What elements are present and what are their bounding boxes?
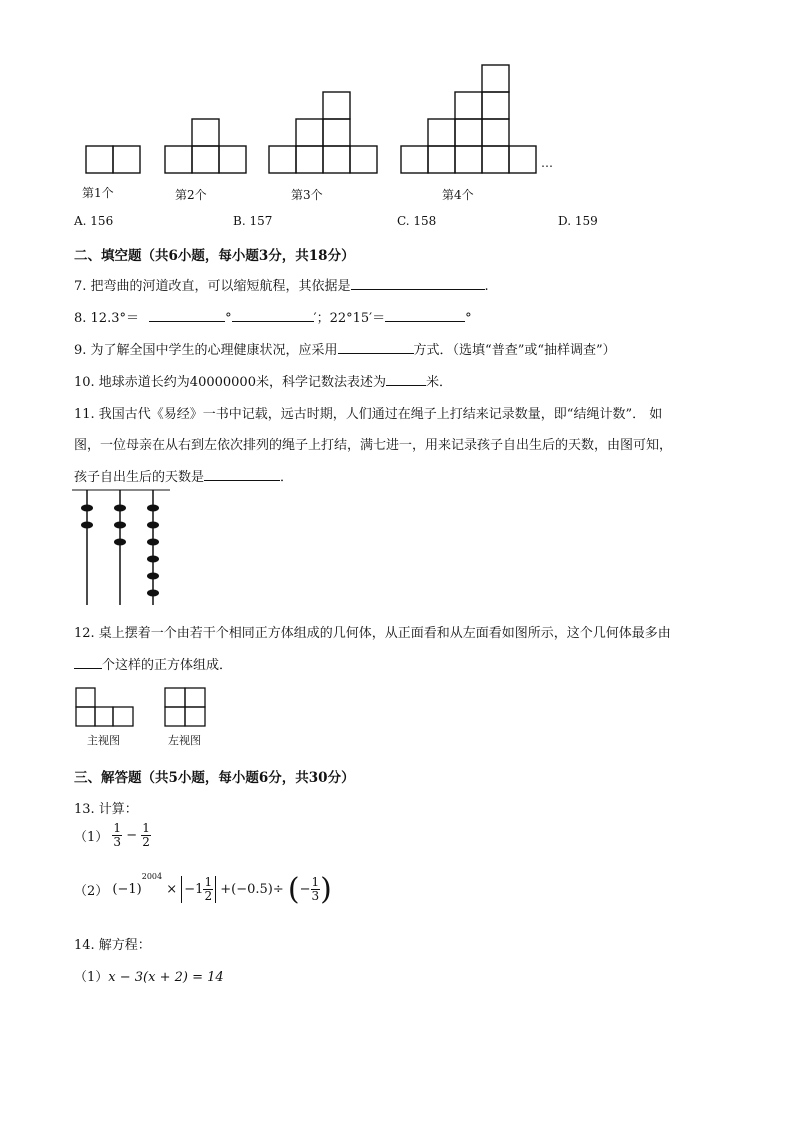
- equation: x − 3(x + 2) = 14: [108, 970, 224, 985]
- base: (−1): [112, 882, 142, 897]
- q12-blank[interactable]: [74, 656, 102, 669]
- q10-end: 米．: [425, 375, 452, 390]
- fraction: [203, 876, 213, 903]
- q8-blank-min[interactable]: [232, 309, 314, 322]
- knot: [81, 522, 93, 529]
- square: [350, 146, 377, 173]
- q6-figure: [0, 0, 794, 200]
- knot: [147, 556, 159, 563]
- q10-blank[interactable]: [386, 373, 426, 386]
- square: [401, 146, 428, 173]
- negative-sign: −: [299, 882, 311, 897]
- q13-title: 13. 计算：: [74, 802, 138, 817]
- option-d: D. 159: [558, 214, 598, 228]
- q13-p1-label: （1）: [74, 830, 109, 845]
- q14-p1-label: （1）: [74, 970, 109, 985]
- denominator: 3: [113, 835, 122, 849]
- square: [323, 119, 350, 146]
- q7-end: .: [484, 279, 489, 294]
- numerator: 1: [142, 821, 150, 835]
- square: [113, 146, 140, 173]
- question-10: [74, 371, 452, 390]
- denominator: 2: [142, 835, 150, 849]
- square: [482, 92, 509, 119]
- q8-blank-2[interactable]: [385, 309, 465, 322]
- square: [323, 92, 350, 119]
- square: [509, 146, 536, 173]
- square: [323, 146, 350, 173]
- fig-label-2: 第2个: [175, 188, 207, 202]
- square: [482, 119, 509, 146]
- plus-expression: +(−0.5)÷: [220, 882, 284, 897]
- square: [428, 119, 455, 146]
- left-square: [165, 688, 185, 707]
- fraction: [112, 822, 122, 849]
- square: [165, 146, 192, 173]
- front-view-label: 主视图: [87, 734, 120, 747]
- knot: [114, 522, 126, 529]
- square: [296, 119, 323, 146]
- denominator: 2: [204, 889, 213, 903]
- knot: [147, 573, 159, 580]
- question-9: [74, 339, 616, 358]
- q13-p2-label: （2）: [74, 884, 109, 899]
- q7-blank[interactable]: [351, 277, 485, 290]
- square: [269, 146, 296, 173]
- q9-blank[interactable]: [338, 341, 414, 354]
- q8-deg: °: [225, 311, 232, 326]
- denominator: 3: [311, 889, 320, 903]
- left-paren: (: [287, 871, 300, 907]
- front-square: [95, 707, 113, 726]
- section3-heading: 三、解答题（共5小题，每小题6分，共30分）: [74, 770, 355, 786]
- left-view-label: 左视图: [168, 734, 201, 747]
- q14-part1: [74, 966, 224, 985]
- square: [86, 146, 113, 173]
- absolute-value: [181, 876, 216, 903]
- q12-line1: 12. 桌上摆着一个由若干个相同正方体组成的几何体，从正面看和从左面看如图所示，这个几何体最多由: [74, 626, 671, 641]
- option-c: C. 158: [397, 214, 437, 228]
- fig-label-1: 第1个: [82, 186, 114, 200]
- q12-line2: 个这样的正方体组成．: [102, 658, 233, 673]
- question-8: [74, 307, 472, 326]
- question-7: [74, 275, 489, 294]
- front-square: [113, 707, 133, 726]
- q10-text: 10. 地球赤道长约为40000000米，科学记数法表述为: [74, 375, 386, 390]
- knot: [147, 539, 159, 546]
- right-paren: ): [320, 871, 332, 907]
- q14-title: 14. 解方程：: [74, 938, 151, 953]
- square: [455, 92, 482, 119]
- minus-sign: −: [126, 828, 138, 843]
- numerator: 1: [113, 821, 122, 835]
- q8-prefix: 8. 12.3°＝: [74, 311, 139, 326]
- q11-line2: 图，一位母亲在从右到左依次排列的绳子上打结，满七进一，用来记录孩子自出生后的天数，由图可知，: [74, 438, 673, 453]
- fig-label-3: 第3个: [291, 188, 323, 202]
- option-a: A. 156: [74, 214, 114, 228]
- q9-text: 9. 为了解全国中学生的心理健康状况，应采用: [74, 343, 338, 358]
- knot: [114, 539, 126, 546]
- square: [482, 65, 509, 92]
- knot: [114, 505, 126, 512]
- square: [192, 146, 219, 173]
- q11-end: ．: [280, 470, 294, 485]
- q11-line3: 孩子自出生后的天数是: [74, 470, 205, 485]
- q8-min: ′；22°15′＝: [313, 311, 386, 326]
- numerator: 1: [311, 875, 320, 889]
- times-sign: ×: [166, 882, 178, 897]
- knot: [147, 522, 159, 529]
- q13-part1: [74, 822, 151, 849]
- front-square: [76, 707, 95, 726]
- square: [482, 146, 509, 173]
- q13-part2: [74, 872, 332, 905]
- fraction: [311, 876, 321, 903]
- knot: [147, 505, 159, 512]
- left-square: [165, 707, 185, 726]
- square: [428, 146, 455, 173]
- knot: [81, 505, 93, 512]
- section2-heading: 二、填空题（共6小题，每小题3分，共18分）: [74, 248, 355, 264]
- square: [455, 119, 482, 146]
- left-square: [185, 707, 205, 726]
- q7-text: 7. 把弯曲的河道改直，可以缩短航程，其依据是: [74, 279, 351, 294]
- numerator: 1: [204, 875, 213, 889]
- q8-end: °: [465, 311, 472, 326]
- q12-line2-wrap: [74, 654, 232, 673]
- exponent: 2004: [141, 872, 163, 881]
- q8-blank-deg[interactable]: [149, 309, 225, 322]
- q11-blank[interactable]: [204, 468, 280, 481]
- whole-part: −1: [184, 882, 204, 897]
- q11-line1: 11. 我国古代《易经》一书中记载，远古时期，人们通过在绳子上打结来记录数量，即“结绳计数”． 如: [74, 407, 663, 422]
- fig-label-4: 第4个: [442, 188, 474, 202]
- q9-end: 方式．（选填“普查”或“抽样调查”）: [413, 343, 616, 358]
- option-b: B. 157: [233, 214, 273, 228]
- square: [219, 146, 246, 173]
- knot: [147, 590, 159, 597]
- square: [296, 146, 323, 173]
- left-square: [185, 688, 205, 707]
- ellipsis: …: [541, 156, 553, 170]
- front-square: [76, 688, 95, 707]
- q11-line3-wrap: [74, 466, 293, 485]
- square: [192, 119, 219, 146]
- fraction: [141, 822, 151, 849]
- square: [455, 146, 482, 173]
